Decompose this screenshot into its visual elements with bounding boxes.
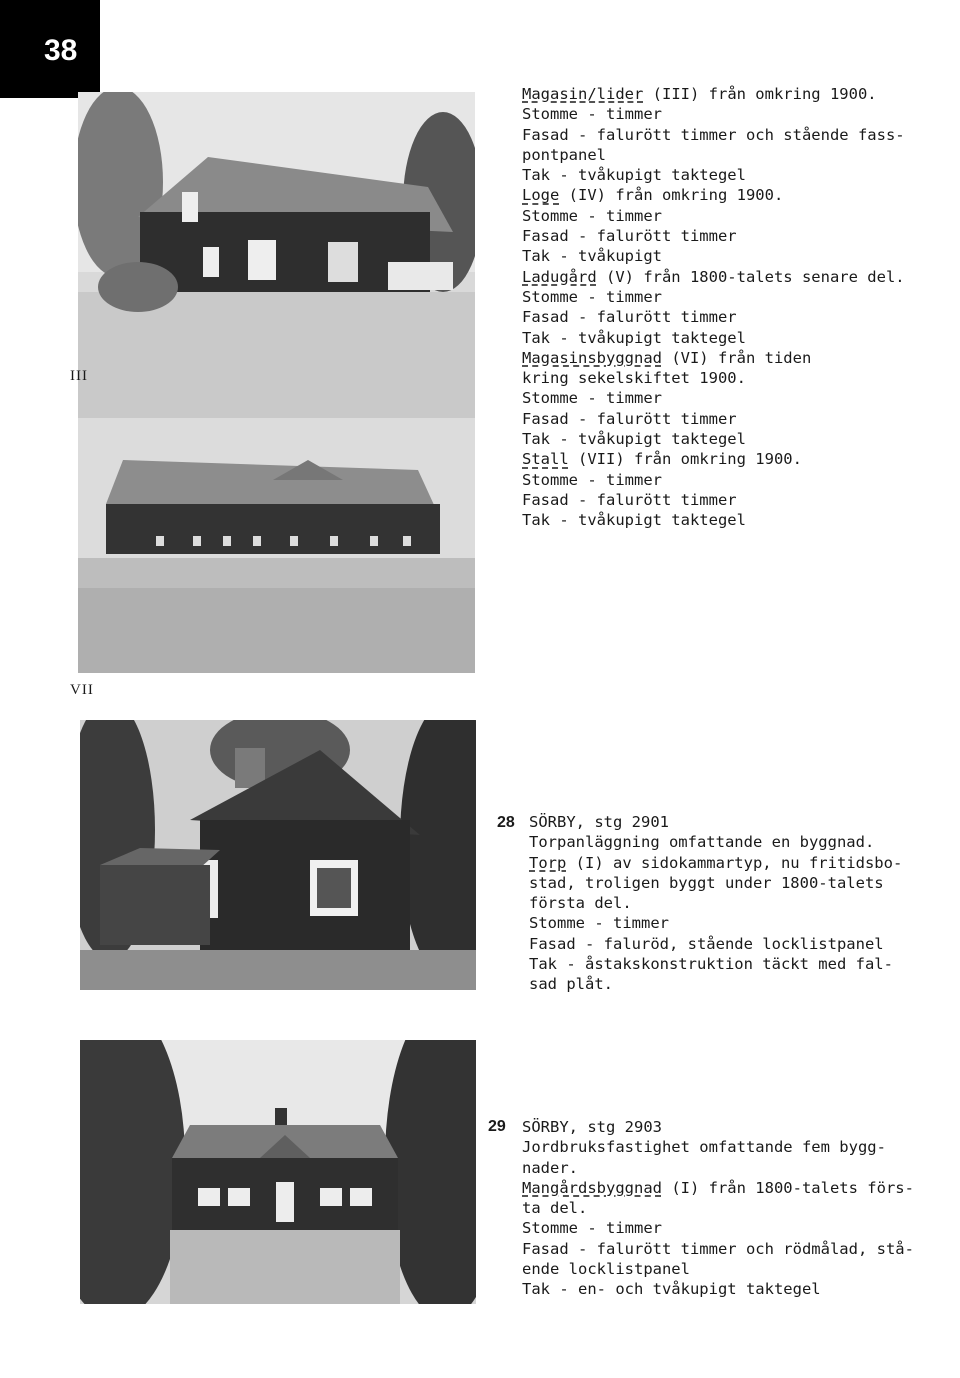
line-text: första del.	[529, 894, 632, 913]
line-text: (I) av sidokammartyp, nu fritidsbo-	[566, 853, 903, 872]
text-line	[522, 429, 905, 449]
text-line	[522, 449, 905, 469]
line-text: stad, troligen byggt under 1800-talets	[529, 873, 884, 892]
text-line	[529, 812, 902, 832]
entry-29-text	[522, 1117, 914, 1300]
line-text: Stomme - timmer	[522, 287, 662, 306]
page-number: 38	[0, 0, 100, 98]
line-text: ende locklistpanel	[522, 1260, 690, 1279]
text-line	[522, 388, 905, 408]
text-line	[529, 934, 902, 954]
text-line	[529, 954, 902, 974]
text-line	[522, 328, 905, 348]
text-line	[522, 510, 905, 530]
text-line	[529, 913, 902, 933]
line-text: nader.	[522, 1158, 578, 1177]
text-line	[522, 490, 905, 510]
text-line	[522, 1239, 914, 1259]
text-line	[522, 246, 905, 266]
text-line	[529, 893, 902, 913]
text-line	[522, 226, 905, 246]
text-line	[522, 1117, 914, 1137]
photo-torp	[80, 720, 476, 990]
line-text: Tak - tvåkupigt taktegel	[522, 511, 746, 530]
text-line	[522, 165, 905, 185]
line-text: (V) från 1800-talets senare del.	[596, 267, 905, 286]
line-text: Tak - en- och tvåkupigt taktegel	[522, 1280, 821, 1299]
line-text: (I) från 1800-talets förs-	[661, 1178, 914, 1197]
photo-magasin-lider	[78, 92, 475, 454]
underlined-term: Ladugård	[522, 267, 597, 286]
line-text: Fasad - falurött timmer	[522, 409, 737, 428]
text-line	[522, 470, 905, 490]
entry-29-number: 29	[488, 1118, 506, 1135]
text-line	[522, 409, 905, 429]
text-line	[522, 1198, 914, 1218]
line-text: sad plåt.	[529, 975, 613, 994]
photo-label-iii: III	[70, 368, 88, 384]
underlined-term: Magasinsbyggnad	[522, 348, 662, 367]
text-line	[522, 206, 905, 226]
photo-mangardsbyggnad	[80, 1040, 476, 1304]
text-line	[522, 348, 905, 368]
line-text: Tak - tvåkupigt	[522, 247, 662, 266]
line-text: (IV) från omkring 1900.	[559, 186, 784, 205]
line-text: SÖRBY, stg 2901	[529, 813, 669, 831]
underlined-term: Mangårdsbyggnad	[522, 1178, 662, 1197]
text-line	[529, 873, 902, 893]
line-text: Stomme - timmer	[522, 470, 662, 489]
text-line	[529, 832, 902, 852]
line-text: kring sekelskiftet 1900.	[522, 369, 746, 388]
text-line	[522, 287, 905, 307]
underlined-term: Loge	[522, 186, 560, 205]
text-line	[522, 368, 905, 388]
line-text: Fasad - falurött timmer och stående fass-	[522, 125, 905, 144]
text-line	[522, 1158, 914, 1178]
text-line	[529, 853, 902, 873]
text-line	[522, 84, 905, 104]
photo-label-vii: VII	[70, 682, 94, 698]
building-description-block	[522, 84, 905, 531]
text-line	[522, 267, 905, 287]
line-text: (III) från omkring 1900.	[643, 85, 877, 103]
text-line	[522, 1218, 914, 1238]
line-text: Stomme - timmer	[522, 105, 662, 124]
underlined-term: Magasin/lider	[522, 85, 644, 103]
line-text: Fasad - falurött timmer och rödmålad, stå-	[522, 1239, 914, 1258]
line-text: Jordbruksfastighet omfattande fem bygg-	[522, 1138, 886, 1157]
line-text: Fasad - falurött timmer	[522, 227, 737, 246]
text-line	[522, 1178, 914, 1198]
text-line	[522, 185, 905, 205]
line-text: (VII) från omkring 1900.	[568, 450, 802, 469]
entry-28-text	[529, 812, 902, 995]
text-line	[522, 104, 905, 124]
line-text: Stomme - timmer	[522, 1219, 662, 1238]
text-line	[522, 1137, 914, 1157]
line-text: SÖRBY, stg 2903	[522, 1118, 662, 1136]
line-text: pontpanel	[522, 145, 606, 164]
line-text: Stomme - timmer	[522, 206, 662, 225]
text-line	[522, 307, 905, 327]
line-text: Fasad - falurött timmer	[522, 490, 737, 509]
text-line	[522, 1279, 914, 1299]
line-text: Tak - tvåkupigt taktegel	[522, 166, 746, 185]
photo-stall	[78, 418, 475, 673]
line-text: ta del.	[522, 1199, 588, 1218]
line-text: Fasad - faluröd, stående locklistpanel	[529, 934, 884, 953]
line-text: Tak - tvåkupigt taktegel	[522, 328, 746, 347]
line-text: Fasad - falurött timmer	[522, 308, 737, 327]
line-text: Stomme - timmer	[522, 389, 662, 408]
text-line	[522, 1259, 914, 1279]
line-text: Torpanläggning omfattande en byggnad.	[529, 833, 875, 852]
underlined-term: Stall	[522, 450, 569, 469]
text-line	[522, 145, 905, 165]
underlined-term: Torp	[529, 853, 567, 872]
text-line	[529, 974, 902, 994]
line-text: (VI) från tiden	[661, 348, 812, 367]
line-text: Stomme - timmer	[529, 914, 669, 933]
entry-28-number: 28	[497, 814, 515, 831]
line-text: Tak - tvåkupigt taktegel	[522, 430, 746, 449]
text-line	[522, 125, 905, 145]
line-text: Tak - åstakskonstruktion täckt med fal-	[529, 955, 893, 974]
